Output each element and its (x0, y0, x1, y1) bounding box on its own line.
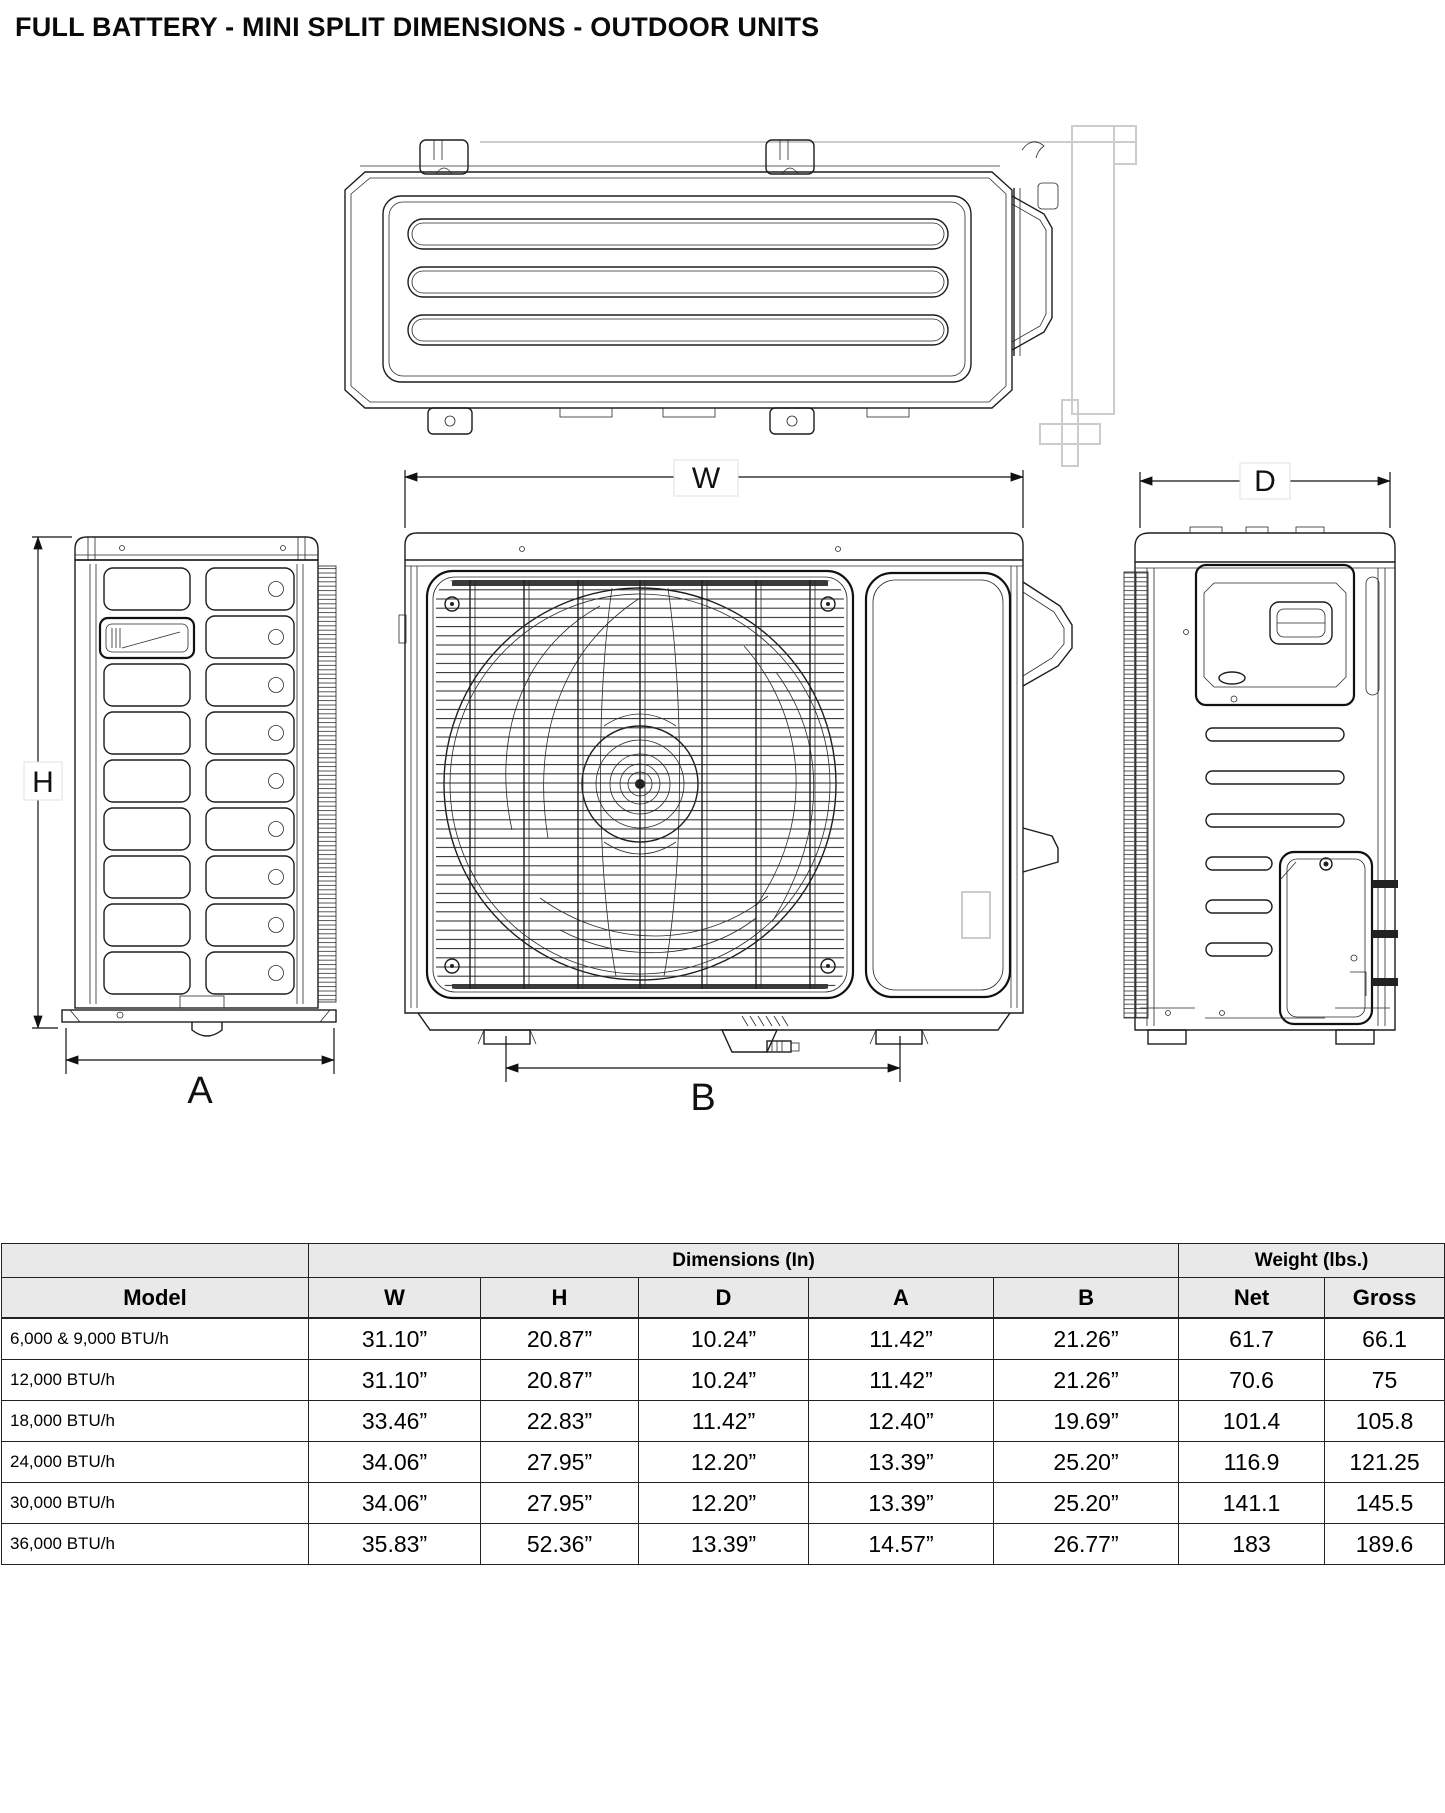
col-header-h: H (481, 1278, 639, 1319)
cell-a: 11.42” (809, 1318, 994, 1360)
top-view-drawing (345, 140, 1058, 434)
cell-d: 10.24” (639, 1318, 809, 1360)
cell-d: 12.20” (639, 1442, 809, 1483)
cell-w: 31.10” (309, 1318, 481, 1360)
valve-cover-top (1012, 183, 1058, 356)
cell-w: 33.46” (309, 1401, 481, 1442)
cell-h: 52.36” (481, 1524, 639, 1565)
table-row (2, 1401, 1445, 1442)
col-header-gross: Gross (1325, 1278, 1445, 1319)
side-handle-recess (1196, 565, 1354, 705)
cell-a: 13.39” (809, 1483, 994, 1524)
cell-b: 25.20” (994, 1483, 1179, 1524)
back-handle-cutout (100, 618, 194, 658)
cell-model: 12,000 BTU/h (2, 1360, 309, 1401)
cell-model: 30,000 BTU/h (2, 1483, 309, 1524)
dim-label-h: H (32, 766, 54, 799)
fan-grille (436, 580, 844, 990)
table-row (2, 1483, 1445, 1524)
dimension-a (66, 1028, 334, 1112)
col-header-w: W (309, 1278, 481, 1319)
cell-d: 13.39” (639, 1524, 809, 1565)
cell-net: 116.9 (1179, 1442, 1325, 1483)
table-row (2, 1318, 1445, 1360)
cell-gross: 105.8 (1325, 1401, 1445, 1442)
table-row (2, 1442, 1445, 1483)
cell-b: 21.26” (994, 1360, 1179, 1401)
col-header-a: A (809, 1278, 994, 1319)
group-header-weight: Weight (lbs.) (1179, 1244, 1445, 1278)
cell-gross: 121.25 (1325, 1442, 1445, 1483)
back-view-drawing (62, 537, 336, 1036)
cell-net: 183 (1179, 1524, 1325, 1565)
cell-gross: 75 (1325, 1360, 1445, 1401)
cell-a: 14.57” (809, 1524, 994, 1565)
carry-handle-top-left (420, 140, 468, 174)
side-view-drawing (1124, 527, 1398, 1044)
group-header-row (2, 1244, 1445, 1278)
col-header-d: D (639, 1278, 809, 1319)
cell-h: 27.95” (481, 1442, 639, 1483)
cell-w: 34.06” (309, 1442, 481, 1483)
cell-w: 31.10” (309, 1360, 481, 1401)
cell-h: 22.83” (481, 1401, 639, 1442)
cell-net: 70.6 (1179, 1360, 1325, 1401)
cell-a: 11.42” (809, 1360, 994, 1401)
page-title: FULL BATTERY - MINI SPLIT DIMENSIONS - OUTDOOR UNITS (15, 12, 820, 42)
side-louvers (1206, 728, 1344, 956)
cell-net: 101.4 (1179, 1401, 1325, 1442)
col-header-net: Net (1179, 1278, 1325, 1319)
dimension-d (1140, 463, 1390, 528)
cell-gross: 145.5 (1325, 1483, 1445, 1524)
cell-net: 61.7 (1179, 1318, 1325, 1360)
drain-fitting (722, 1030, 799, 1052)
cell-b: 26.77” (994, 1524, 1179, 1565)
cell-model: 36,000 BTU/h (2, 1524, 309, 1565)
cell-model: 18,000 BTU/h (2, 1401, 309, 1442)
cell-d: 10.24” (639, 1360, 809, 1401)
cell-h: 20.87” (481, 1318, 639, 1360)
cell-net: 141.1 (1179, 1483, 1325, 1524)
cell-b: 25.20” (994, 1442, 1179, 1483)
cell-d: 11.42” (639, 1401, 809, 1442)
cell-model: 24,000 BTU/h (2, 1442, 309, 1483)
dim-label-d: D (1254, 465, 1276, 498)
table-row (2, 1360, 1445, 1401)
dimension-b (506, 1036, 900, 1119)
table-corner-cell (2, 1244, 309, 1278)
cell-b: 19.69” (994, 1401, 1179, 1442)
base-hatch (742, 1016, 788, 1026)
dimension-w (405, 460, 1023, 528)
dim-label-b: B (690, 1077, 716, 1119)
dim-label-a: A (187, 1070, 213, 1112)
cell-a: 12.40” (809, 1401, 994, 1442)
back-vent-slots (104, 568, 294, 994)
front-view-drawing (399, 533, 1072, 1052)
col-header-model: Model (2, 1278, 309, 1319)
dim-label-w: W (691, 462, 721, 495)
cell-gross: 189.6 (1325, 1524, 1445, 1565)
valve-cover-side (1280, 852, 1398, 1024)
cell-gross: 66.1 (1325, 1318, 1445, 1360)
cell-h: 20.87” (481, 1360, 639, 1401)
cell-model: 6,000 & 9,000 BTU/h (2, 1318, 309, 1360)
column-header-row (2, 1278, 1445, 1319)
cell-b: 21.26” (994, 1318, 1179, 1360)
cell-d: 12.20” (639, 1483, 809, 1524)
dimension-h (24, 537, 72, 1028)
outdoor-units-spec-table (1, 1243, 1445, 1565)
carry-handle-top-right (766, 140, 814, 174)
cell-h: 27.95” (481, 1483, 639, 1524)
table-row (2, 1524, 1445, 1565)
group-header-dimensions: Dimensions (In) (309, 1244, 1179, 1278)
cell-a: 13.39” (809, 1442, 994, 1483)
col-header-b: B (994, 1278, 1179, 1319)
cell-w: 34.06” (309, 1483, 481, 1524)
cell-w: 35.83” (309, 1524, 481, 1565)
